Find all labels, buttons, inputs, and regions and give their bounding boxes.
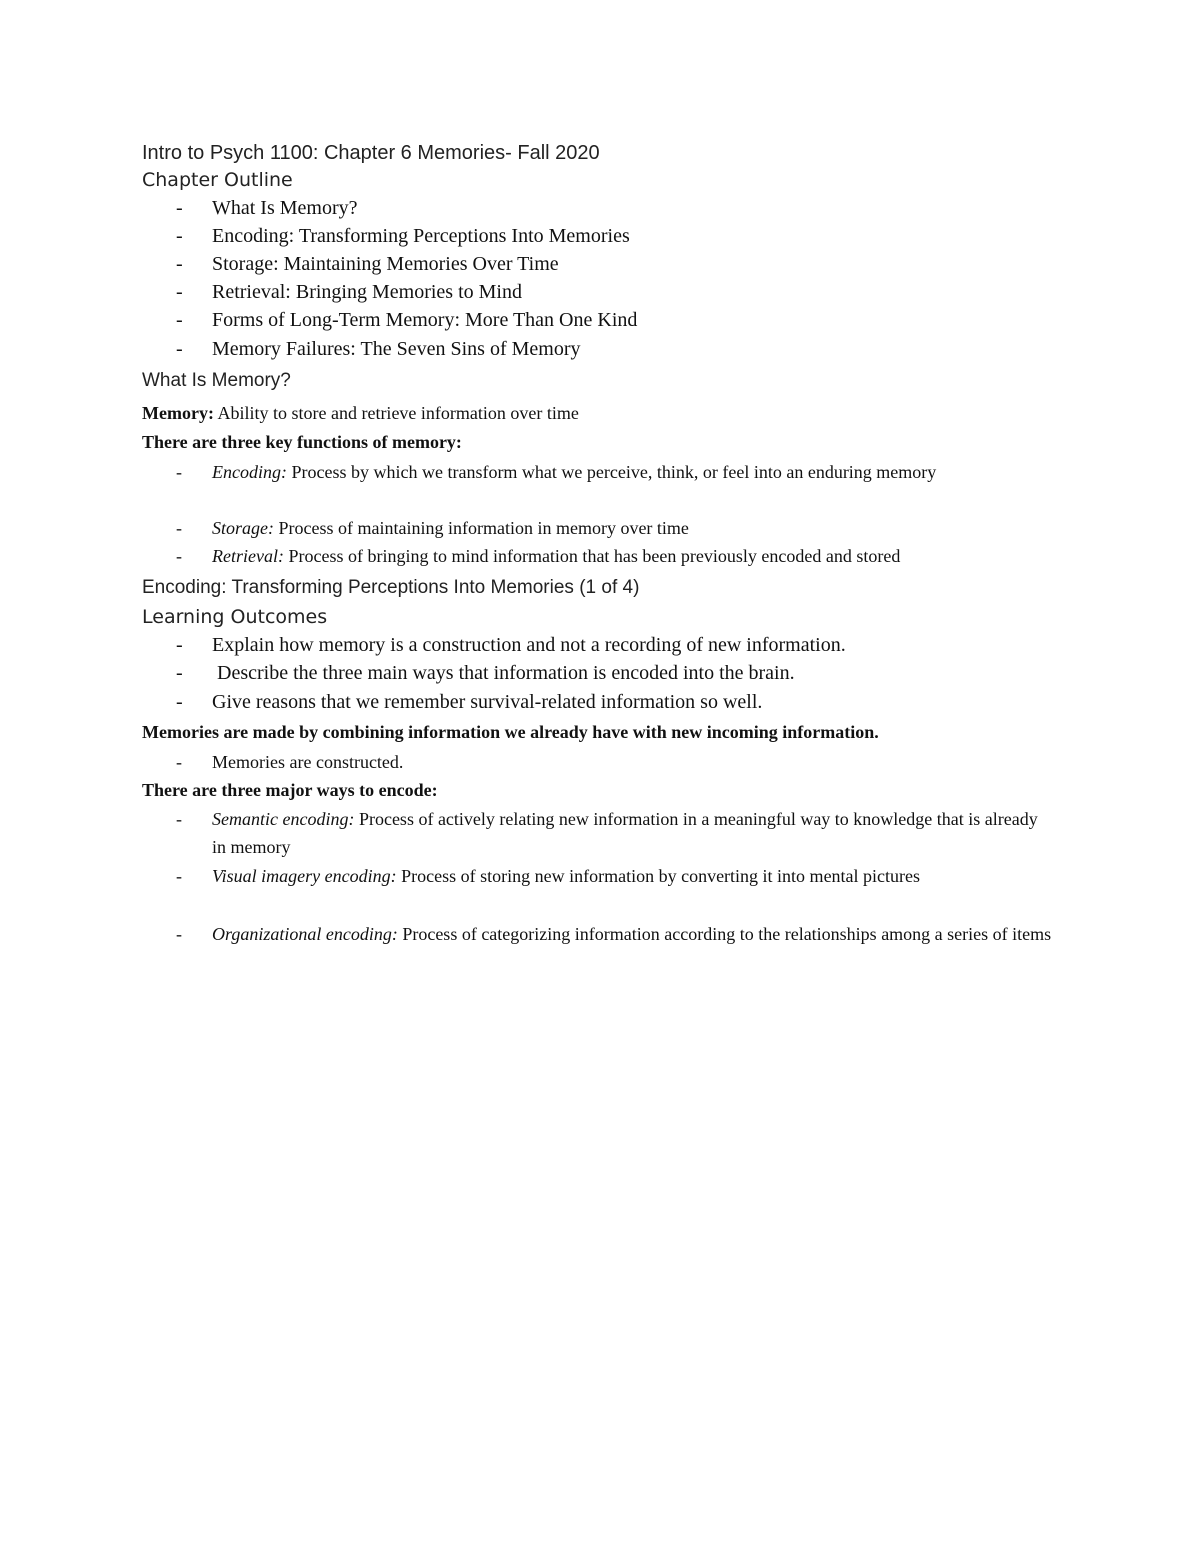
outcome-item (176, 634, 846, 657)
bullet-dash: - (176, 518, 182, 538)
bullet-dash: - (176, 691, 183, 713)
outcome-text: Explain how memory is a construction and not a recording of new information. (212, 634, 846, 656)
list-item-term: Visual imagery encoding: (212, 866, 397, 886)
outline-item-text: Encoding: Transforming Perceptions Into Memories (212, 225, 630, 247)
list-item-text: Process of categorizing information according to the relationships among a series of items (397, 924, 1052, 944)
outline-item (176, 225, 630, 248)
outline-item-text: Forms of Long-Term Memory: More Than One Kind (212, 309, 638, 331)
list-item-term: Encoding: (212, 462, 287, 482)
list-item (176, 805, 1056, 861)
list-item (176, 862, 1056, 890)
bullet-dash: - (176, 462, 182, 482)
outcome-item (176, 662, 795, 685)
ways-heading: There are three major ways to encode: (142, 780, 438, 800)
list-item (176, 458, 1056, 486)
chapter-outline-heading: Chapter Outline (142, 169, 293, 191)
list-item-term: Organizational encoding: (212, 924, 398, 944)
bullet-dash: - (176, 197, 183, 219)
learning-outcomes-heading: Learning Outcomes (142, 606, 328, 628)
outline-item (176, 253, 559, 276)
list-item (176, 920, 1056, 948)
list-item-text: Process of storing new information by converting it into mental pictures (396, 866, 921, 886)
outline-item (176, 338, 580, 361)
memory-definition (142, 403, 579, 424)
outcome-text: Give reasons that we remember survival-related information so well. (212, 691, 763, 713)
list-item-text: Process of actively relating new information in a meaningful way to knowledge that is already in memory (212, 809, 1038, 857)
section-heading-encoding: Encoding: Transforming Perceptions Into Memories (1 of 4) (142, 577, 640, 598)
outline-item (176, 309, 637, 332)
list-item-text: Process of bringing to mind information that has been previously encoded and stored (283, 546, 901, 566)
bullet-dash: - (176, 309, 183, 331)
bullet-dash: - (176, 752, 182, 772)
list-item-text: Process by which we transform what we perceive, think, or feel into an enduring memory (286, 462, 937, 482)
list-item (176, 514, 1056, 542)
document-title: Intro to Psych 1100: Chapter 6 Memories- Fall 2020 (142, 142, 600, 164)
definition-text: Ability to store and retrieve information over time (213, 403, 579, 423)
list-item-term: Semantic encoding: (212, 809, 355, 829)
outcome-text: Describe the three main ways that information is encoded into the brain. (212, 662, 795, 684)
list-item (176, 748, 1056, 776)
bullet-dash: - (176, 866, 182, 886)
bullet-dash: - (176, 924, 182, 944)
bullet-dash: - (176, 809, 182, 829)
bullet-dash: - (176, 546, 182, 566)
bullet-dash: - (176, 634, 183, 656)
outline-item-text: Memory Failures: The Seven Sins of Memory (212, 338, 581, 360)
section-heading-what-is-memory: What Is Memory? (142, 370, 291, 391)
outline-item-text: What Is Memory? (212, 197, 358, 219)
bullet-dash: - (176, 662, 183, 684)
bullet-dash: - (176, 253, 183, 275)
definition-term: Memory: (142, 403, 214, 423)
bold-statement: Memories are made by combining information we already have with new incoming information. (142, 722, 879, 742)
list-item-term: Storage: (212, 518, 274, 538)
bullet-dash: - (176, 338, 183, 360)
outline-item-text: Storage: Maintaining Memories Over Time (212, 253, 559, 275)
outcome-item (176, 691, 762, 714)
functions-heading: There are three key functions of memory: (142, 432, 462, 452)
list-item-text: Memories are constructed. (212, 752, 404, 772)
list-item-term: Retrieval: (212, 546, 284, 566)
outline-item-text: Retrieval: Bringing Memories to Mind (212, 281, 522, 303)
outline-item (176, 197, 358, 220)
bullet-dash: - (176, 225, 183, 247)
bullet-dash: - (176, 281, 183, 303)
list-item-text: Process of maintaining information in memory over time (274, 518, 689, 538)
list-item (176, 542, 1076, 570)
outline-item (176, 281, 522, 304)
